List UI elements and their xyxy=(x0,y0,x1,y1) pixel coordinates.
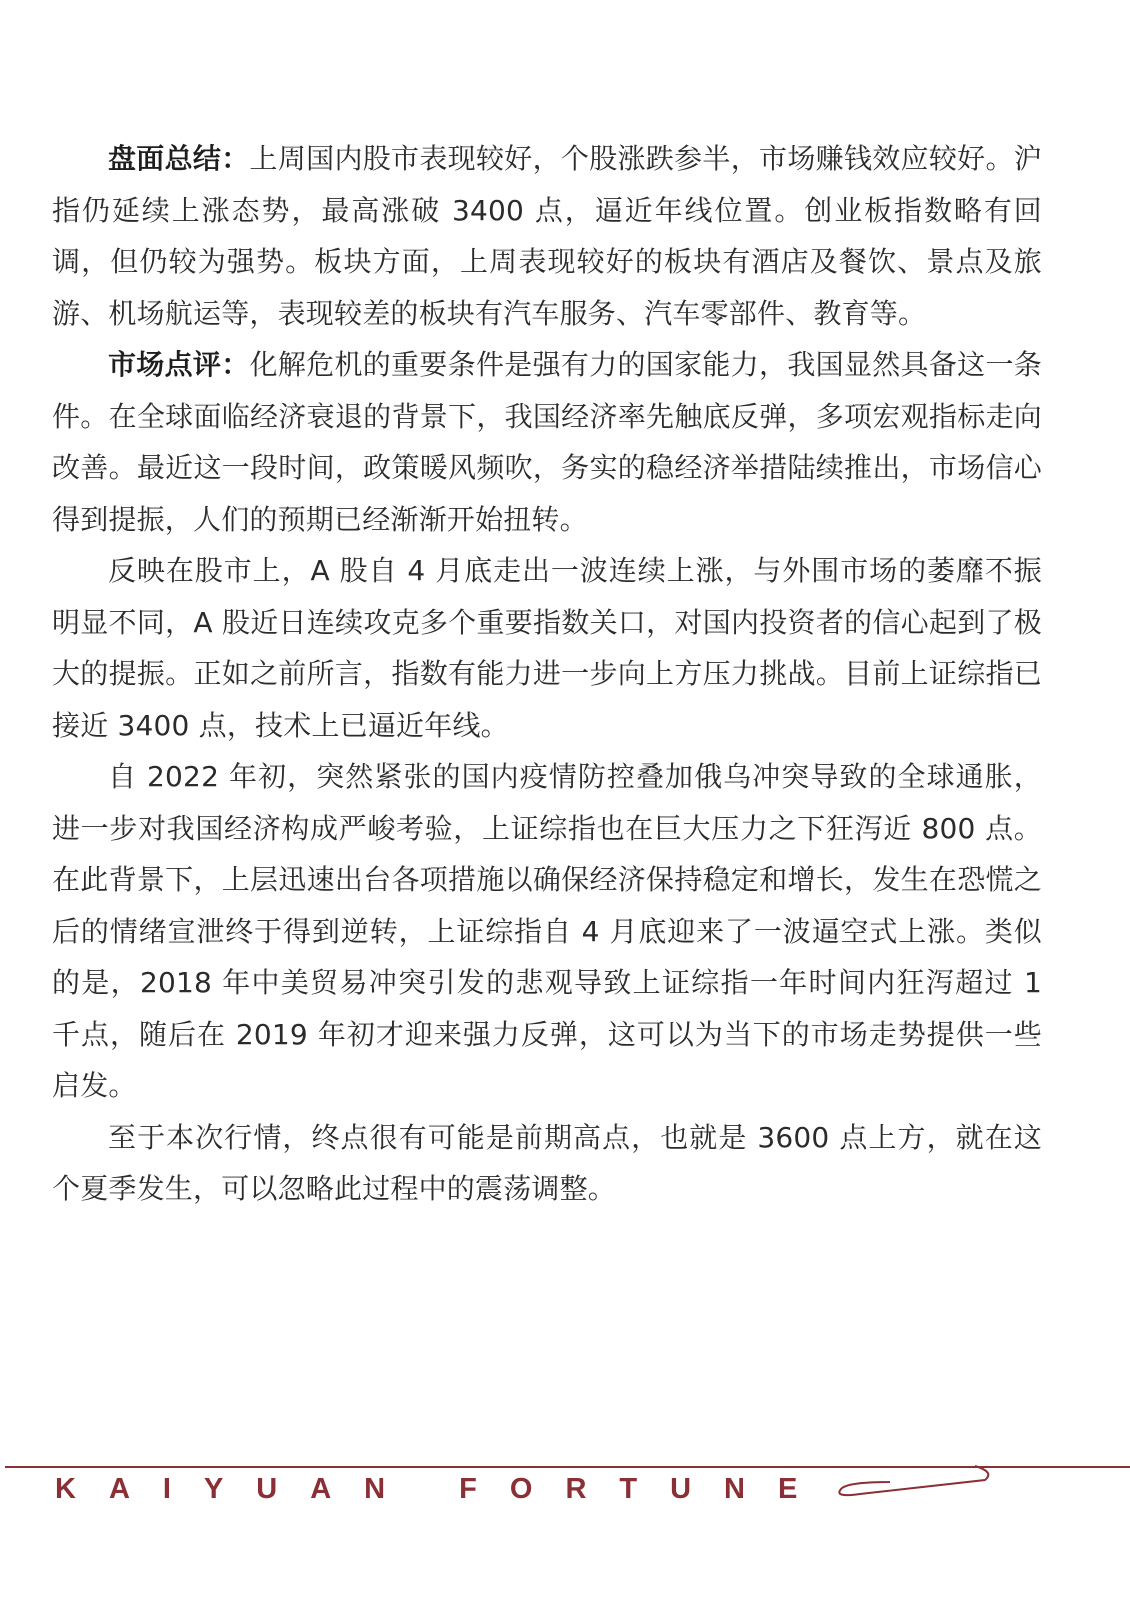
paragraph-lead: 盘面总结： xyxy=(108,142,250,175)
paragraph-text: 反映在股市上，A 股自 4 月底走出一波连续上涨，与外围市场的萎靡不振明显不同，A 股近日连续攻克多个重要指数关口，对国内投资者的信心起到了极大的提振。正如之前所言，指数有能力进一步向上方压力挑战。目前上证综指已接近 3400 点，技术上已逼近年线。 xyxy=(52,554,1042,742)
paragraph-text: 自 2022 年初，突然紧张的国内疫情防控叠加俄乌冲突导致的全球通胀，进一步对我国经济构成严峻考验，上证综指也在巨大压力之下狂泻近 800 点。在此背景下，上层迅速出台各项措施以确保经济保持稳定和增长，发生在恐慌之后的情绪宣泄终于得到逆转，上证综指自 4 月底迎来了一波逼空式上涨。类似的是，2018 年中美贸易冲突引发的悲观导致上证综指一年时间内狂泻超过 1 千点，随后在 2019 年初才迎来强力反弹，这可以为当下的市场走势提供一些启发。 xyxy=(52,760,1042,1102)
paragraph-market-reflection xyxy=(52,545,1042,751)
paragraph-commentary xyxy=(52,339,1042,545)
article-body xyxy=(52,133,1042,1215)
paragraph-history xyxy=(52,751,1042,1112)
paragraph-text: 至于本次行情，终点很有可能是前期高点，也就是 3600 点上方，就在这个夏季发生，可以忽略此过程中的震荡调整。 xyxy=(52,1120,1042,1205)
footer-brand-text: KAIYUAN FORTUNE xyxy=(55,1473,831,1505)
paragraph-text: 上周国内股市表现较好，个股涨跌参半，市场赚钱效应较好。沪指仍延续上涨态势，最高涨破 3400 点，逼近年线位置。创业板指数略有回调，但仍较为强势。板块方面，上周表现较好的板块有酒店及餐饮、景点及旅游、机场航运等，表现较差的板块有汽车服务、汽车零部件、教育等。 xyxy=(52,142,1042,330)
paragraph-lead: 市场点评： xyxy=(108,348,250,381)
paragraph-text: 化解危机的重要条件是强有力的国家能力，我国显然具备这一条件。在全球面临经济衰退的背景下，我国经济率先触底反弹，多项宏观指标走向改善。最近这一段时间，政策暖风频吹，务实的稳经济举措陆续推出，市场信心得到提振，人们的预期已经渐渐开始扭转。 xyxy=(52,348,1042,536)
paragraph-outlook xyxy=(52,1112,1042,1215)
footer-swoosh-icon xyxy=(830,1462,1130,1512)
paragraph-summary xyxy=(52,133,1042,339)
